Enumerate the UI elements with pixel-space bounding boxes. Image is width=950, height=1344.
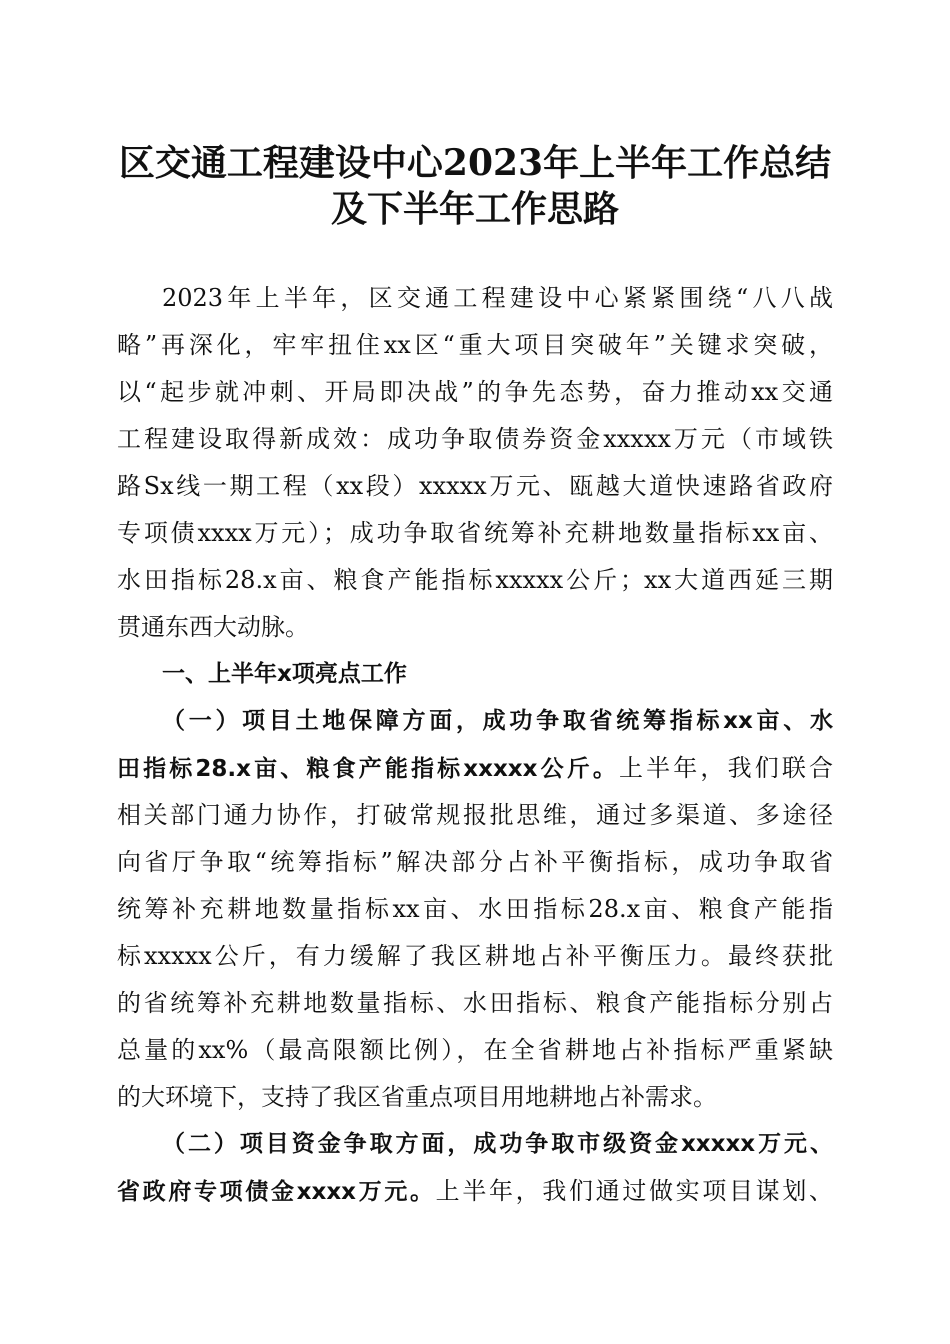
document-title-line-1: 区交通工程建设中心2023年上半年工作总结	[118, 142, 832, 184]
section-heading: 一、上半年x项亮点工作	[162, 661, 407, 687]
subsection-1-heading: （一）项目土地保障方面，成功争取省统筹指标xx亩、水	[162, 708, 833, 734]
subsection-1-body-start: 上半年，我们联合	[619, 754, 833, 782]
intro-line: 工程建设取得新成效：成功争取债券资金xxxxx万元（市域铁	[117, 425, 833, 453]
intro-line: 略”再深化，牢牢扭住xx区“重大项目突破年”关键求突破，	[117, 331, 833, 359]
intro-line: 贯通东西大动脉。	[117, 613, 309, 641]
document-title-line-2: 及下半年工作思路	[330, 188, 619, 230]
subsection-1-body-line: 的大环境下，支持了我区省重点项目用地耕地占补需求。	[117, 1083, 717, 1111]
intro-line: 2023年上半年，区交通工程建设中心紧紧围绕“八八战	[162, 284, 833, 312]
subsection-2-body-start: 上半年，我们通过做实项目谋划、	[435, 1177, 833, 1205]
subsection-1-body-line: 标xxxxx公斤，有力缓解了我区耕地占补平衡压力。最终获批	[117, 942, 833, 970]
subsection-1-body-line: 向省厅争取“统筹指标”解决部分占补平衡指标，成功争取省	[117, 848, 833, 876]
subsection-1-body-line: 的省统筹补充耕地数量指标、水田指标、粮食产能指标分别占	[117, 989, 833, 1017]
intro-line: 水田指标28.x亩、粮食产能指标xxxxx公斤；xx大道西延三期	[117, 566, 833, 594]
subsection-2-heading: （二）项目资金争取方面，成功争取市级资金xxxxx万元、	[162, 1131, 833, 1157]
subsection-2-lead-line	[117, 1171, 833, 1211]
subsection-1-body-line: 统筹补充耕地数量指标xx亩、水田指标28.x亩、粮食产能指	[117, 895, 833, 923]
intro-line: 专项债xxxx万元）；成功争取省统筹补充耕地数量指标xx亩、	[117, 519, 833, 547]
subsection-1-body-line: 相关部门通力协作，打破常规报批思维，通过多渠道、多途径	[117, 801, 833, 829]
subsection-2-heading-tail: 省政府专项债金xxxx万元。	[117, 1179, 436, 1205]
intro-line: 路Sx线一期工程（xx段）xxxxx万元、瓯越大道快速路省政府	[117, 472, 833, 500]
subsection-1-lead-line	[117, 748, 833, 788]
subsection-1-heading-tail: 田指标28.x亩、粮食产能指标xxxxx公斤。	[117, 756, 620, 782]
intro-line: 以“起步就冲刺、开局即决战”的争先态势，奋力推动xx交通	[117, 378, 833, 406]
subsection-1-body-line: 总量的xx%（最高限额比例），在全省耕地占补指标严重紧缺	[117, 1036, 833, 1064]
